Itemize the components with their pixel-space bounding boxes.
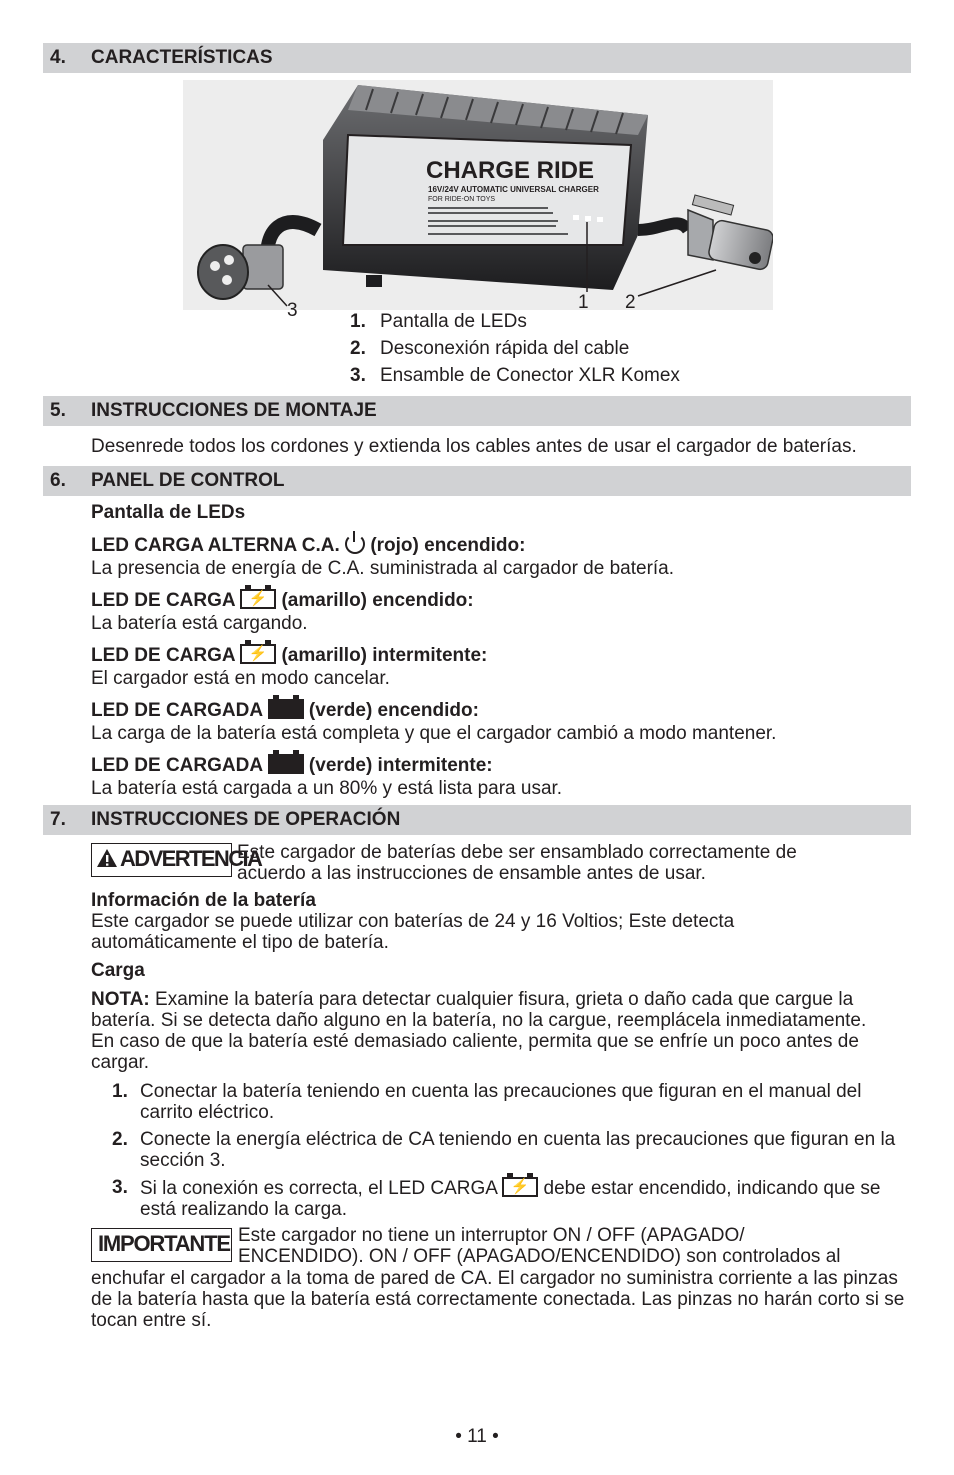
section-header-panel — [43, 466, 911, 496]
figure-legend-item: 2. Desconexión rápida del cable — [350, 338, 630, 359]
led-heading: LED DE CARGADA (verde) intermitente: — [91, 755, 493, 776]
figure-legend-item: 3. Ensamble de Conector XLR Komex — [350, 365, 680, 386]
step-item: 1. Conectar la batería teniendo en cuenta las precauciones que figuran en el manual del carrito eléctrico. — [112, 1081, 862, 1123]
led-description: La carga de la batería está completa y que el cargador cambió a modo mantener. — [91, 723, 777, 744]
battery-charging-icon: ⚡ — [240, 644, 276, 664]
battery-charging-icon: ⚡ — [240, 589, 276, 609]
section-header-caracteristicas — [43, 43, 911, 73]
callout-1: 1 — [578, 292, 589, 313]
charger-brand-label: CHARGE RIDE — [426, 157, 595, 184]
charger-model-label: 16V/24V AUTOMATIC UNIVERSAL CHARGER — [428, 185, 599, 194]
important-text: Este cargador no tiene un interruptor ON / OFF (APAGADO/ — [238, 1225, 745, 1246]
charger-illustration — [183, 80, 773, 320]
step-item: 3. Si la conexión es correcta, el LED CARGA ⚡ debe estar encendido, indicando que se está realizando la carga. — [112, 1177, 881, 1220]
section-title: CARACTERÍSTICAS — [91, 47, 273, 68]
led-heading: LED CARGA ALTERNA C.A. (rojo) encendido: — [91, 535, 526, 556]
battery-info-title: Información de la batería — [91, 890, 316, 911]
section-title: INSTRUCCIONES DE MONTAJE — [91, 400, 377, 421]
led-heading: LED DE CARGADA (verde) encendido: — [91, 700, 479, 721]
led-description: La batería está cargada a un 80% y está lista para usar. — [91, 778, 563, 799]
charger-body — [323, 85, 648, 290]
page-number: • 11 • — [455, 1426, 499, 1447]
warning-text: acuerdo a las instrucciones de ensamble antes de usar. — [237, 863, 706, 884]
callout-3: 3 — [287, 300, 298, 321]
section-number: 7. — [50, 809, 66, 830]
battery-info-text: Este cargador se puede utilizar con baterías de 24 y 16 Voltios; Este detecta automáticamente el tipo de batería. — [91, 911, 735, 953]
led-description: La presencia de energía de C.A. suministrada al cargador de batería. — [91, 558, 675, 579]
led-heading: LED DE CARGA ⚡ (amarillo) intermitente: — [91, 645, 488, 666]
note-paragraph: NOTA: Examine la batería para detectar cualquier fisura, grieta o daño cada que cargue la batería. Si se detecta daño alguno en la batería, no la cargue, reemplácela inmediatamente. En caso de que la batería esté demasiado caliente, permita que se enfríe un poco antes de cargar. — [91, 989, 867, 1073]
important-text: ENCENDIDO). ON / OFF (APAGADO/ENCENDIDO) son controlados al — [238, 1246, 841, 1267]
callout-2: 2 — [625, 292, 636, 313]
charging-title: Carga — [91, 960, 145, 981]
section-title: PANEL DE CONTROL — [91, 470, 285, 491]
charger-usage-label: FOR RIDE-ON TOYS — [428, 196, 496, 203]
important-text: enchufar el cargador a la toma de pared de CA. El cargador no suministra corriente a las pinzas de la batería hasta que la batería está correctamente conectada. Las pinzas no harán corto si se tocan entre sí. — [91, 1268, 905, 1331]
step-item: 2. Conecte la energía eléctrica de CA teniendo en cuenta las precauciones que figuran en la sección 3. — [112, 1129, 896, 1171]
section-number: 4. — [50, 47, 66, 68]
panel-subtitle: Pantalla de LEDs — [91, 502, 246, 523]
warning-badge: ADVERTENCIA — [91, 843, 232, 877]
led-heading: LED DE CARGA ⚡ (amarillo) encendido: — [91, 590, 474, 611]
section-header-montaje — [43, 396, 911, 426]
montaje-text: Desenrede todos los cordones y extienda los cables antes de usar el cargador de baterías. — [91, 436, 857, 457]
led-description: La batería está cargando. — [91, 613, 308, 634]
section-header-operacion — [43, 805, 911, 835]
section-title: INSTRUCCIONES DE OPERACIÓN — [91, 809, 401, 830]
important-badge: IMPORTANTE — [91, 1228, 232, 1262]
battery-full-icon — [268, 754, 304, 774]
battery-full-icon — [268, 699, 304, 719]
power-icon — [345, 534, 365, 554]
warning-text: Este cargador de baterías debe ser ensamblado correctamente de — [237, 842, 797, 863]
battery-charging-icon: ⚡ — [502, 1177, 538, 1197]
figure-legend-item: 1. Pantalla de LEDs — [350, 311, 527, 332]
led-description: El cargador está en modo cancelar. — [91, 668, 390, 689]
section-number: 5. — [50, 400, 66, 421]
warning-triangle-icon — [96, 848, 118, 868]
section-number: 6. — [50, 470, 66, 491]
